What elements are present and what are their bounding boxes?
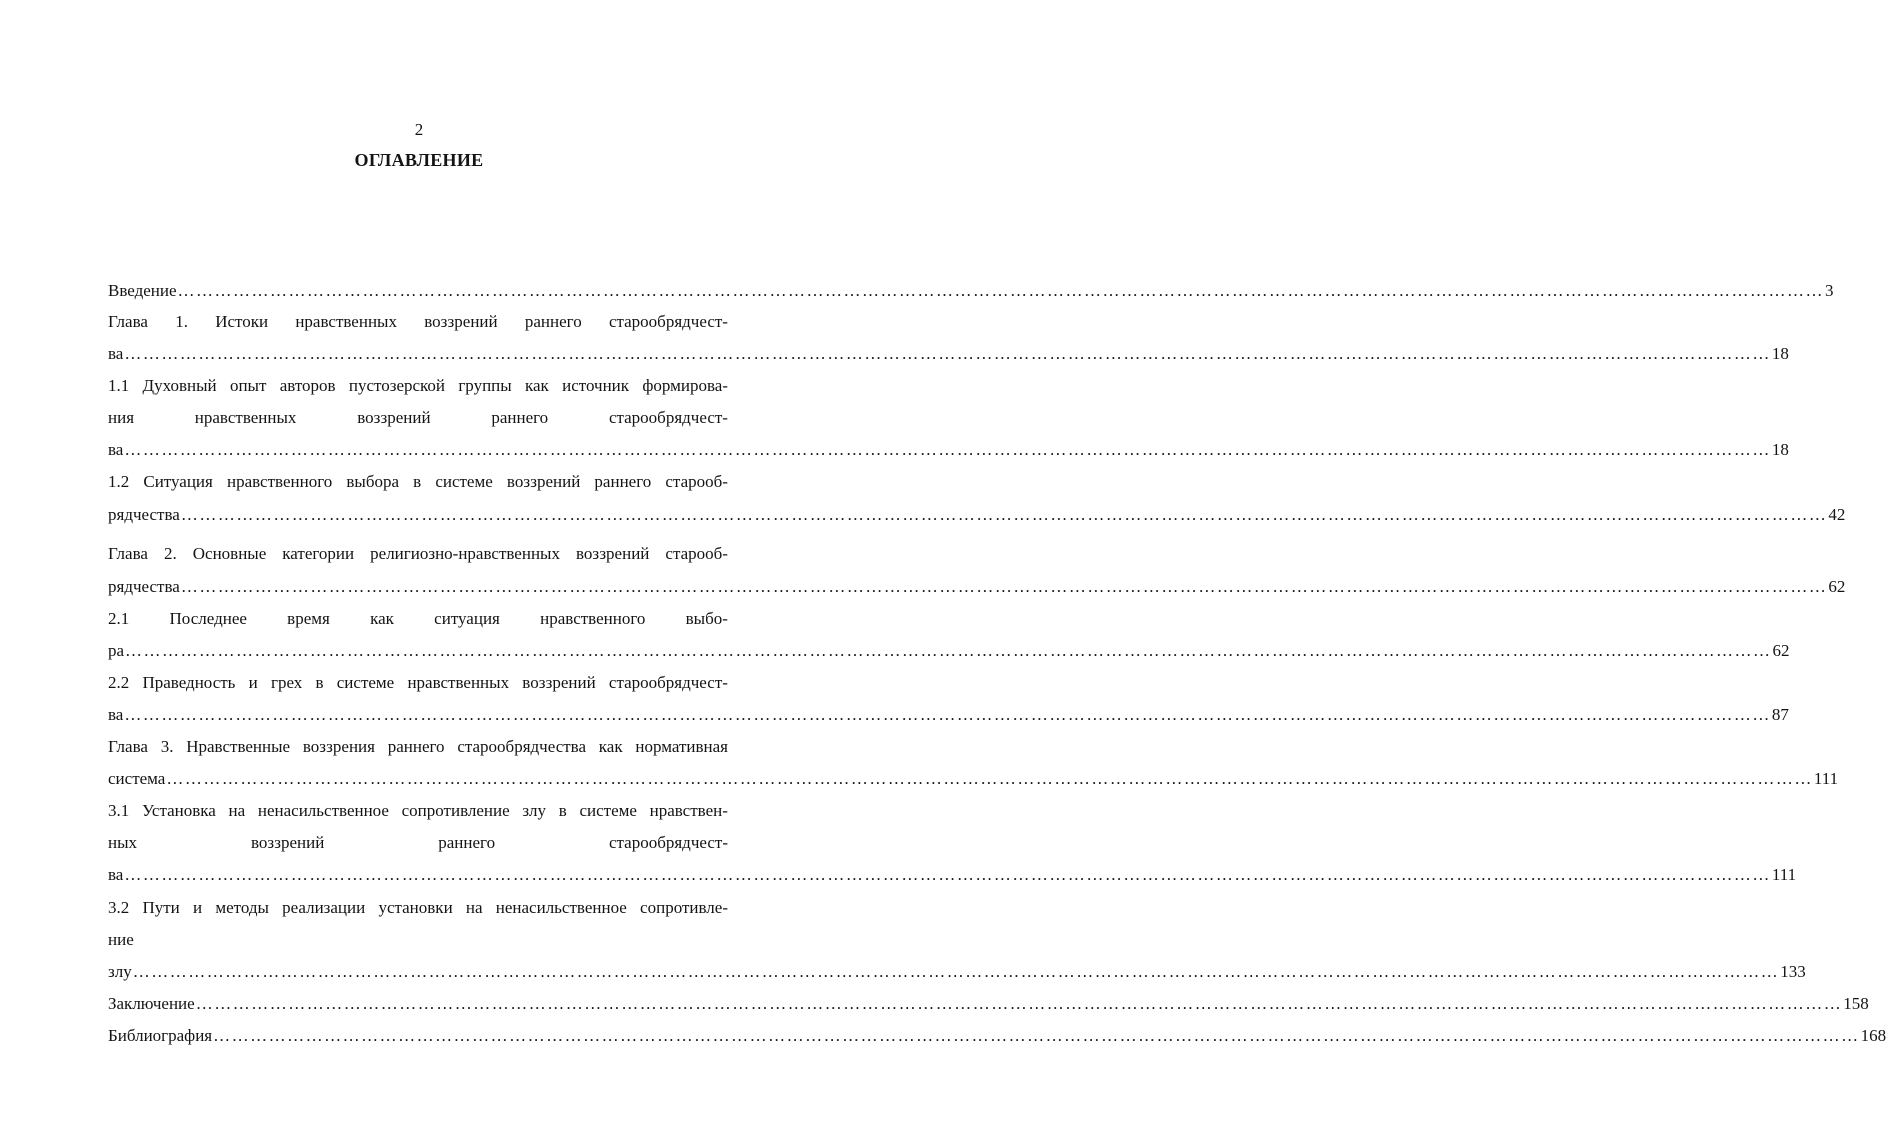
toc-word: в (558, 801, 567, 820)
toc-word: воззрений (522, 673, 596, 692)
toc-entry-text: система (108, 769, 166, 788)
dot-leader: …………………………………………………………………………………………………………………………………………………………………………………………………………………………………………… (124, 705, 1771, 724)
toc-word: нравствен- (649, 801, 728, 820)
toc-word: группы (458, 376, 512, 395)
toc-page-number: 62 (1828, 577, 1846, 596)
toc-line-justified (108, 310, 728, 334)
toc-word: Праведность (142, 673, 236, 692)
toc-line-justified (108, 406, 728, 430)
toc-word: методы (215, 898, 269, 917)
toc-entry (108, 342, 1789, 366)
toc-word: 3.1 (108, 801, 130, 820)
toc-word: системе (435, 472, 493, 491)
toc-entry (108, 703, 1789, 727)
toc-entry (108, 863, 1797, 887)
toc-entry-text: ва (108, 865, 124, 884)
toc-word: 2. (163, 544, 177, 563)
toc-entry-text: ва (108, 344, 124, 363)
toc-line-justified (108, 831, 728, 855)
toc-word: пустозерской (348, 376, 446, 395)
toc-word: старообрядчест- (608, 673, 728, 692)
toc-word: нравственного (226, 472, 333, 491)
dot-leader: …………………………………………………………………………………………………………………………………………………………………………………………………………………………………………… (180, 577, 1828, 596)
toc-word: время (287, 609, 330, 628)
toc-line-justified (108, 735, 728, 759)
toc-page-number: 62 (1772, 641, 1790, 660)
toc-line-justified (108, 470, 728, 494)
toc-entry-text: ва (108, 705, 124, 724)
dot-leader: …………………………………………………………………………………………………………………………………………………………………………………………………………………………………………… (213, 1026, 1860, 1045)
toc-entry (108, 575, 1846, 599)
toc-page-number: 18 (1771, 344, 1789, 363)
toc-word: системе (336, 673, 395, 692)
toc-word: ненасильственное (257, 801, 389, 820)
toc-word: раннего (524, 312, 582, 331)
toc-word: Глава (108, 544, 148, 563)
toc-entry-text: Библиография (108, 1026, 213, 1045)
toc-page-number: 42 (1828, 505, 1846, 524)
toc-word: как (525, 376, 549, 395)
page-number: 2 (414, 120, 424, 139)
toc-line-justified (108, 799, 728, 823)
toc-entry (108, 992, 1869, 1016)
dot-leader: …………………………………………………………………………………………………………………………………………………………………………………………………………………………………………… (124, 440, 1771, 459)
toc-entry (108, 639, 1790, 663)
toc-word: 2.2 (108, 673, 130, 692)
toc-word: на (228, 801, 246, 820)
toc-word: нормативная (635, 737, 728, 756)
toc-entry-text: рядчества (108, 577, 180, 596)
toc-word: Глава (108, 737, 148, 756)
toc-entry (108, 767, 1839, 791)
toc-line-justified (108, 896, 728, 920)
toc-word: 1.2 (108, 472, 130, 491)
toc-entry-text: Заключение (108, 994, 195, 1013)
toc-word: опыт (229, 376, 267, 395)
toc-word: выбо- (685, 609, 728, 628)
page-title: ОГЛАВЛЕНИЕ (354, 150, 484, 170)
toc-line-justified (108, 374, 728, 398)
toc-word: авторов (279, 376, 336, 395)
toc-word: раннего (387, 737, 445, 756)
toc-word: формирова- (642, 376, 728, 395)
toc-word: старообрядчест- (608, 833, 728, 852)
toc-word: Нравственные (186, 737, 291, 756)
toc-word: категории (282, 544, 355, 563)
toc-word: Ситуация (143, 472, 213, 491)
toc-word: 1.1 (108, 376, 130, 395)
toc-entry (108, 960, 1806, 984)
toc-word: и (193, 898, 203, 917)
toc-page-number: 3 (1825, 281, 1834, 300)
toc-word: воззрения (302, 737, 375, 756)
toc-word: воззрений (357, 408, 431, 427)
toc-word: раннего (491, 408, 549, 427)
toc-word: на (465, 898, 483, 917)
toc-word: воззрений (424, 312, 498, 331)
toc-word: в (315, 673, 324, 692)
toc-word: как (598, 737, 623, 756)
toc-word: 3.2 (108, 898, 130, 917)
toc-page-number: 111 (1813, 769, 1839, 788)
dot-leader: …………………………………………………………………………………………………………………………………………………………………………………………………………………………………………… (195, 994, 1843, 1013)
toc-word: воззрений (506, 472, 581, 491)
toc-word: нравственных (295, 312, 397, 331)
toc-page-number: 87 (1771, 705, 1789, 724)
toc-word: ния (108, 408, 135, 427)
toc-word: Установка (141, 801, 216, 820)
toc-word: в (413, 472, 422, 491)
toc-entry-text: злу (108, 962, 132, 981)
toc-word: и (248, 673, 258, 692)
dot-leader: …………………………………………………………………………………………………………………………………………………………………………………………………………………………………………… (125, 641, 1772, 660)
toc-word: религиозно-нравственных (370, 544, 560, 563)
toc-word: 2.1 (108, 609, 130, 628)
dot-leader: …………………………………………………………………………………………………………………………………………………………………………………………………………………………………………… (180, 505, 1828, 524)
toc-page-number: 133 (1780, 962, 1806, 981)
toc-word: 1. (175, 312, 188, 331)
toc-page-number: 168 (1860, 1026, 1886, 1045)
toc-entry (108, 1024, 1886, 1048)
dot-leader: …………………………………………………………………………………………………………………………………………………………………………………………………………………………………………… (124, 865, 1771, 884)
toc-word: нравственных (407, 673, 510, 692)
toc-word: старооб- (665, 472, 728, 491)
toc-word: Глава (108, 312, 148, 331)
toc-entry (108, 279, 1834, 303)
toc-line-text (108, 928, 728, 952)
toc-line-justified (108, 607, 728, 631)
toc-word: сопротивле- (640, 898, 728, 917)
toc-entry-text: ра (108, 641, 125, 660)
toc-entry-text: ва (108, 440, 124, 459)
toc-page-number: 111 (1771, 865, 1797, 884)
toc-word: как (370, 609, 394, 628)
toc-word: ных (108, 833, 138, 852)
toc-entry-text: рядчества (108, 505, 180, 524)
toc-word: старооб- (665, 544, 728, 563)
toc-word: злу (522, 801, 547, 820)
toc-word: Последнее (169, 609, 247, 628)
toc-word: ситуация (434, 609, 500, 628)
toc-word: старообрядчества (457, 737, 587, 756)
toc-word: раннего (594, 472, 652, 491)
toc-word: 3. (160, 737, 174, 756)
toc-word: Истоки (215, 312, 269, 331)
toc-word: Пути (142, 898, 180, 917)
toc-entry (108, 438, 1789, 462)
dot-leader: …………………………………………………………………………………………………………………………………………………………………………………………………………………………………………… (177, 281, 1825, 300)
toc-page-number: 18 (1771, 440, 1789, 459)
toc-text: ние (108, 930, 134, 949)
toc-word: нравственного (540, 609, 646, 628)
toc-word: ненасильственное (495, 898, 627, 917)
toc-word: реализации (282, 898, 366, 917)
toc-word: выбора (346, 472, 400, 491)
toc-word: старообрядчест- (608, 408, 728, 427)
toc-word: нравственных (194, 408, 297, 427)
toc-entry (108, 503, 1846, 527)
toc-word: грех (270, 673, 303, 692)
toc-word: сопротивление (401, 801, 510, 820)
toc-word: воззрений (250, 833, 325, 852)
toc-word: Основные (192, 544, 267, 563)
toc-entry-text: Введение (108, 281, 177, 300)
toc-word: Духовный (142, 376, 217, 395)
toc-line-justified (108, 542, 728, 566)
toc-word: раннего (438, 833, 496, 852)
toc-line-justified (108, 671, 728, 695)
toc-page-number: 158 (1843, 994, 1869, 1013)
dot-leader: …………………………………………………………………………………………………………………………………………………………………………………………………………………………………………… (166, 769, 1813, 788)
toc-word: воззрений (576, 544, 650, 563)
toc-word: установки (378, 898, 453, 917)
toc-word: системе (579, 801, 637, 820)
toc-word: старообрядчест- (608, 312, 728, 331)
dot-leader: …………………………………………………………………………………………………………………………………………………………………………………………………………………………………………… (124, 344, 1771, 363)
dot-leader: …………………………………………………………………………………………………………………………………………………………………………………………………………………………………………… (132, 962, 1780, 981)
toc-word: источник (562, 376, 630, 395)
